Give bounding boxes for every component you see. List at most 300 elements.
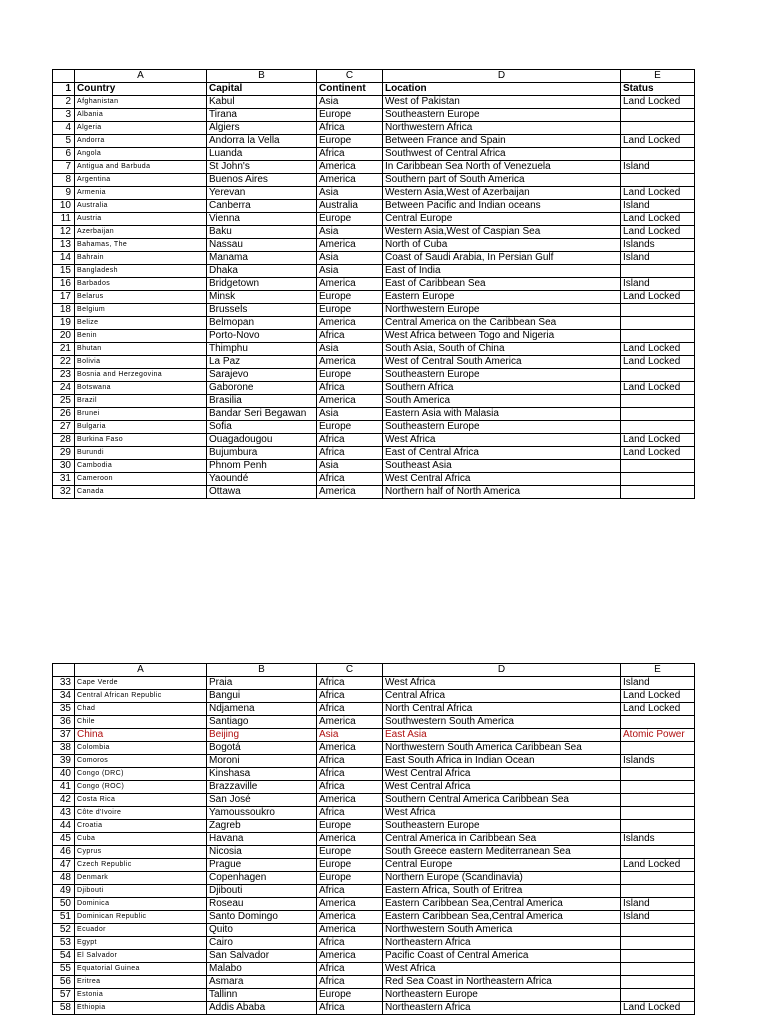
cell-location[interactable]: Northeastern Africa <box>383 1002 621 1015</box>
cell-continent[interactable]: Europe <box>317 135 383 148</box>
cell-capital[interactable]: Yamoussoukro <box>207 807 317 820</box>
cell-continent[interactable]: America <box>317 794 383 807</box>
cell-status[interactable] <box>621 768 695 781</box>
row-number[interactable]: 8 <box>53 174 75 187</box>
cell-location[interactable]: Red Sea Coast in Northeastern Africa <box>383 976 621 989</box>
cell-location[interactable]: East South Africa in Indian Ocean <box>383 755 621 768</box>
cell-status[interactable]: Land Locked <box>621 447 695 460</box>
row-number[interactable]: 5 <box>53 135 75 148</box>
cell-continent[interactable]: Africa <box>317 434 383 447</box>
cell-status[interactable] <box>621 122 695 135</box>
cell-country[interactable]: Burundi <box>75 447 207 460</box>
cell-capital[interactable]: Nicosia <box>207 846 317 859</box>
cell-location[interactable]: West of Central South America <box>383 356 621 369</box>
cell-capital[interactable]: Kinshasa <box>207 768 317 781</box>
row-number[interactable]: 48 <box>53 872 75 885</box>
cell-country[interactable]: Estonia <box>75 989 207 1002</box>
cell-country[interactable]: Bahamas, The <box>75 239 207 252</box>
cell-capital[interactable]: Bangui <box>207 690 317 703</box>
cell-continent[interactable]: Africa <box>317 447 383 460</box>
row-number[interactable]: 49 <box>53 885 75 898</box>
cell-location[interactable]: Northeastern Africa <box>383 937 621 950</box>
cell-country[interactable]: Costa Rica <box>75 794 207 807</box>
cell-country[interactable]: Denmark <box>75 872 207 885</box>
cell-continent[interactable]: Asia <box>317 96 383 109</box>
cell-continent[interactable]: Asia <box>317 460 383 473</box>
cell-continent[interactable]: Europe <box>317 989 383 1002</box>
row-number[interactable]: 40 <box>53 768 75 781</box>
cell-location[interactable]: Southern part of South America <box>383 174 621 187</box>
cell-capital[interactable]: Asmara <box>207 976 317 989</box>
cell-capital[interactable]: Vienna <box>207 213 317 226</box>
cell-capital[interactable]: Ouagadougou <box>207 434 317 447</box>
cell-status[interactable] <box>621 421 695 434</box>
row-number[interactable]: 4 <box>53 122 75 135</box>
row-number[interactable]: 18 <box>53 304 75 317</box>
cell-country[interactable]: Central African Republic <box>75 690 207 703</box>
cell-status[interactable] <box>621 820 695 833</box>
cell-continent[interactable]: Africa <box>317 768 383 781</box>
cell-capital[interactable]: Dhaka <box>207 265 317 278</box>
cell-location[interactable]: Southeastern Europe <box>383 109 621 122</box>
cell-capital[interactable]: Moroni <box>207 755 317 768</box>
cell-continent[interactable]: Europe <box>317 213 383 226</box>
cell-country[interactable]: Botswana <box>75 382 207 395</box>
cell-location[interactable]: East of India <box>383 265 621 278</box>
row-number[interactable]: 57 <box>53 989 75 1002</box>
cell-country[interactable]: Armenia <box>75 187 207 200</box>
cell-capital[interactable]: Tallinn <box>207 989 317 1002</box>
cell-location[interactable]: In Caribbean Sea North of Venezuela <box>383 161 621 174</box>
cell-continent[interactable]: Europe <box>317 859 383 872</box>
cell-capital[interactable]: Addis Ababa <box>207 1002 317 1015</box>
cell-country[interactable]: Ethiopia <box>75 1002 207 1015</box>
cell-location[interactable]: East of Central Africa <box>383 447 621 460</box>
cell-capital[interactable]: Prague <box>207 859 317 872</box>
cell-country[interactable]: Canada <box>75 486 207 499</box>
cell-continent[interactable]: Africa <box>317 781 383 794</box>
cell-status[interactable] <box>621 330 695 343</box>
cell-status[interactable]: Islands <box>621 239 695 252</box>
cell-capital[interactable]: Phnom Penh <box>207 460 317 473</box>
cell-continent[interactable]: Africa <box>317 690 383 703</box>
cell-status[interactable]: Land Locked <box>621 96 695 109</box>
cell-country[interactable]: Bangladesh <box>75 265 207 278</box>
cell-country[interactable]: Australia <box>75 200 207 213</box>
row-number[interactable]: 43 <box>53 807 75 820</box>
cell-location[interactable]: Central America in Caribbean Sea <box>383 833 621 846</box>
cell-continent[interactable]: Africa <box>317 330 383 343</box>
cell-country[interactable]: Dominica <box>75 898 207 911</box>
cell-capital[interactable]: Cairo <box>207 937 317 950</box>
cell-status[interactable] <box>621 924 695 937</box>
cell-location[interactable]: Eastern Caribbean Sea,Central America <box>383 911 621 924</box>
cell-capital[interactable]: Canberra <box>207 200 317 213</box>
cell-location[interactable]: West Africa between Togo and Nigeria <box>383 330 621 343</box>
row-number[interactable]: 47 <box>53 859 75 872</box>
cell-capital[interactable]: Brazzaville <box>207 781 317 794</box>
cell-country[interactable]: Burkina Faso <box>75 434 207 447</box>
cell-capital[interactable]: Kabul <box>207 96 317 109</box>
cell-location[interactable]: Northern Europe (Scandinavia) <box>383 872 621 885</box>
cell-location[interactable]: Southeastern Europe <box>383 820 621 833</box>
cell-capital[interactable]: Ottawa <box>207 486 317 499</box>
cell-continent[interactable]: Asia <box>317 343 383 356</box>
row-number[interactable]: 46 <box>53 846 75 859</box>
cell-location[interactable]: Between Pacific and Indian oceans <box>383 200 621 213</box>
cell-capital[interactable]: Andorra la Vella <box>207 135 317 148</box>
cell-country[interactable]: Côte d'Ivoire <box>75 807 207 820</box>
cell-capital[interactable]: Manama <box>207 252 317 265</box>
cell-status[interactable] <box>621 460 695 473</box>
cell-continent[interactable]: America <box>317 395 383 408</box>
cell-continent[interactable]: Europe <box>317 291 383 304</box>
cell-continent[interactable]: America <box>317 239 383 252</box>
row-number[interactable]: 12 <box>53 226 75 239</box>
row-number[interactable]: 14 <box>53 252 75 265</box>
row-number[interactable]: 45 <box>53 833 75 846</box>
cell-capital[interactable]: Belmopan <box>207 317 317 330</box>
row-number[interactable]: 30 <box>53 460 75 473</box>
cell-capital[interactable]: Bridgetown <box>207 278 317 291</box>
row-number[interactable]: 13 <box>53 239 75 252</box>
cell-location[interactable]: Northeastern Europe <box>383 989 621 1002</box>
cell-country[interactable]: El Salvador <box>75 950 207 963</box>
row-number[interactable]: 15 <box>53 265 75 278</box>
cell-country[interactable]: Angola <box>75 148 207 161</box>
cell-location[interactable]: East Asia <box>383 729 621 742</box>
row-number[interactable]: 56 <box>53 976 75 989</box>
cell-continent[interactable]: America <box>317 278 383 291</box>
cell-status[interactable] <box>621 265 695 278</box>
row-number[interactable]: 35 <box>53 703 75 716</box>
cell-country[interactable]: Azerbaijan <box>75 226 207 239</box>
cell-location[interactable]: Southeast Asia <box>383 460 621 473</box>
cell-location[interactable]: West of Pakistan <box>383 96 621 109</box>
cell-continent[interactable]: Africa <box>317 1002 383 1015</box>
cell-location[interactable]: Eastern Caribbean Sea,Central America <box>383 898 621 911</box>
row-number[interactable]: 44 <box>53 820 75 833</box>
cell-country[interactable]: Egypt <box>75 937 207 950</box>
cell-country[interactable]: Congo (DRC) <box>75 768 207 781</box>
cell-location[interactable]: South Greece eastern Mediterranean Sea <box>383 846 621 859</box>
cell-capital[interactable]: Baku <box>207 226 317 239</box>
cell-continent[interactable]: Europe <box>317 846 383 859</box>
row-number[interactable]: 17 <box>53 291 75 304</box>
cell-location[interactable]: Eastern Africa, South of Eritrea <box>383 885 621 898</box>
cell-country[interactable]: Cape Verde <box>75 677 207 690</box>
cell-status[interactable] <box>621 486 695 499</box>
cell-status[interactable]: Island <box>621 677 695 690</box>
cell-location[interactable]: Northern half of North America <box>383 486 621 499</box>
cell-capital[interactable]: Ndjamena <box>207 703 317 716</box>
cell-status[interactable] <box>621 408 695 421</box>
cell-country[interactable]: Andorra <box>75 135 207 148</box>
cell-status[interactable] <box>621 304 695 317</box>
cell-location[interactable]: Northwestern Africa <box>383 122 621 135</box>
row-number[interactable]: 42 <box>53 794 75 807</box>
row-number[interactable]: 3 <box>53 109 75 122</box>
cell-country[interactable]: Djibouti <box>75 885 207 898</box>
cell-continent[interactable]: America <box>317 486 383 499</box>
cell-capital[interactable]: Buenos Aires <box>207 174 317 187</box>
cell-capital[interactable]: Malabo <box>207 963 317 976</box>
cell-status[interactable]: Islands <box>621 755 695 768</box>
cell-status[interactable]: Land Locked <box>621 135 695 148</box>
cell-country[interactable]: Bolivia <box>75 356 207 369</box>
cell-capital[interactable]: Gaborone <box>207 382 317 395</box>
cell-country[interactable]: Benin <box>75 330 207 343</box>
row-number[interactable]: 19 <box>53 317 75 330</box>
row-number[interactable]: 25 <box>53 395 75 408</box>
cell-status[interactable]: Land Locked <box>621 213 695 226</box>
row-number[interactable]: 6 <box>53 148 75 161</box>
cell-capital[interactable]: Zagreb <box>207 820 317 833</box>
row-number[interactable]: 32 <box>53 486 75 499</box>
row-number[interactable]: 53 <box>53 937 75 950</box>
cell-location[interactable]: West Central Africa <box>383 781 621 794</box>
row-number[interactable]: 31 <box>53 473 75 486</box>
cell-capital[interactable]: Sarajevo <box>207 369 317 382</box>
cell-country[interactable]: Argentina <box>75 174 207 187</box>
cell-status[interactable]: Islands <box>621 833 695 846</box>
cell-capital[interactable]: Porto-Novo <box>207 330 317 343</box>
cell-capital[interactable]: Nassau <box>207 239 317 252</box>
cell-capital[interactable]: Praia <box>207 677 317 690</box>
cell-status[interactable]: Island <box>621 252 695 265</box>
cell-location[interactable]: Western Asia,West of Azerbaijan <box>383 187 621 200</box>
cell-location[interactable]: Northwestern South America Caribbean Sea <box>383 742 621 755</box>
cell-capital[interactable]: Roseau <box>207 898 317 911</box>
row-number[interactable]: 52 <box>53 924 75 937</box>
cell-status[interactable]: Island <box>621 911 695 924</box>
row-number[interactable]: 24 <box>53 382 75 395</box>
cell-country[interactable]: Algeria <box>75 122 207 135</box>
cell-status[interactable]: Atomic Power <box>621 729 695 742</box>
cell-status[interactable]: Island <box>621 278 695 291</box>
cell-status[interactable]: Land Locked <box>621 343 695 356</box>
cell-location[interactable]: Between France and Spain <box>383 135 621 148</box>
cell-location[interactable]: Coast of Saudi Arabia, In Persian Gulf <box>383 252 621 265</box>
cell-location[interactable]: Northwestern South America <box>383 924 621 937</box>
cell-continent[interactable]: Europe <box>317 820 383 833</box>
row-number[interactable]: 33 <box>53 677 75 690</box>
cell-location[interactable]: Southern Central America Caribbean Sea <box>383 794 621 807</box>
cell-continent[interactable]: Europe <box>317 369 383 382</box>
row-number[interactable]: 28 <box>53 434 75 447</box>
cell-continent[interactable]: Africa <box>317 122 383 135</box>
cell-status[interactable] <box>621 781 695 794</box>
cell-location[interactable]: Southwestern South America <box>383 716 621 729</box>
cell-country[interactable]: Brunei <box>75 408 207 421</box>
cell-country[interactable]: Colombia <box>75 742 207 755</box>
cell-capital[interactable]: Tirana <box>207 109 317 122</box>
cell-status[interactable]: Land Locked <box>621 356 695 369</box>
cell-continent[interactable]: Europe <box>317 872 383 885</box>
cell-status[interactable] <box>621 716 695 729</box>
row-number[interactable]: 23 <box>53 369 75 382</box>
cell-continent[interactable]: Africa <box>317 885 383 898</box>
cell-location[interactable]: West Central Africa <box>383 473 621 486</box>
cell-location[interactable]: West Africa <box>383 807 621 820</box>
cell-continent[interactable]: America <box>317 317 383 330</box>
cell-status[interactable] <box>621 148 695 161</box>
cell-location[interactable]: South America <box>383 395 621 408</box>
row-number[interactable]: 29 <box>53 447 75 460</box>
cell-capital[interactable]: Algiers <box>207 122 317 135</box>
cell-continent[interactable]: Asia <box>317 252 383 265</box>
row-number[interactable]: 22 <box>53 356 75 369</box>
cell-continent[interactable]: America <box>317 950 383 963</box>
cell-capital[interactable]: Quito <box>207 924 317 937</box>
cell-capital[interactable]: Sofia <box>207 421 317 434</box>
cell-capital[interactable]: Havana <box>207 833 317 846</box>
cell-capital[interactable]: Bujumbura <box>207 447 317 460</box>
row-number[interactable]: 51 <box>53 911 75 924</box>
cell-location[interactable]: East of Caribbean Sea <box>383 278 621 291</box>
cell-capital[interactable]: Luanda <box>207 148 317 161</box>
cell-capital[interactable]: Beijing <box>207 729 317 742</box>
cell-continent[interactable]: America <box>317 898 383 911</box>
cell-continent[interactable]: America <box>317 742 383 755</box>
cell-country[interactable]: Dominican Republic <box>75 911 207 924</box>
cell-country[interactable]: Cameroon <box>75 473 207 486</box>
cell-capital[interactable]: Bandar Seri Begawan <box>207 408 317 421</box>
cell-country[interactable]: Bhutan <box>75 343 207 356</box>
cell-location[interactable]: Eastern Asia with Malasia <box>383 408 621 421</box>
cell-location[interactable]: Pacific Coast of Central America <box>383 950 621 963</box>
cell-location[interactable]: West Central Africa <box>383 768 621 781</box>
cell-status[interactable] <box>621 109 695 122</box>
cell-continent[interactable]: Africa <box>317 703 383 716</box>
row-number[interactable]: 26 <box>53 408 75 421</box>
cell-capital[interactable]: San Salvador <box>207 950 317 963</box>
cell-location[interactable]: Southeastern Europe <box>383 421 621 434</box>
cell-country[interactable]: Comoros <box>75 755 207 768</box>
cell-status[interactable] <box>621 989 695 1002</box>
cell-status[interactable] <box>621 794 695 807</box>
row-number[interactable]: 36 <box>53 716 75 729</box>
row-number[interactable]: 2 <box>53 96 75 109</box>
cell-country[interactable]: Cambodia <box>75 460 207 473</box>
cell-country[interactable]: Czech Republic <box>75 859 207 872</box>
cell-status[interactable]: Land Locked <box>621 187 695 200</box>
cell-status[interactable]: Land Locked <box>621 382 695 395</box>
cell-country[interactable]: Cuba <box>75 833 207 846</box>
row-number[interactable]: 21 <box>53 343 75 356</box>
cell-capital[interactable]: St John's <box>207 161 317 174</box>
cell-capital[interactable]: Santiago <box>207 716 317 729</box>
cell-status[interactable]: Island <box>621 161 695 174</box>
cell-location[interactable]: West Africa <box>383 677 621 690</box>
row-number[interactable]: 38 <box>53 742 75 755</box>
cell-country[interactable]: Austria <box>75 213 207 226</box>
cell-location[interactable]: West Africa <box>383 963 621 976</box>
cell-country[interactable]: Afghanistan <box>75 96 207 109</box>
cell-country[interactable]: Ecuador <box>75 924 207 937</box>
cell-status[interactable]: Island <box>621 898 695 911</box>
row-number[interactable]: 9 <box>53 187 75 200</box>
row-number[interactable]: 34 <box>53 690 75 703</box>
cell-continent[interactable]: America <box>317 174 383 187</box>
cell-status[interactable] <box>621 473 695 486</box>
cell-location[interactable]: Central America on the Caribbean Sea <box>383 317 621 330</box>
cell-country[interactable]: Chile <box>75 716 207 729</box>
cell-continent[interactable]: Africa <box>317 148 383 161</box>
cell-continent[interactable]: America <box>317 356 383 369</box>
row-number[interactable]: 27 <box>53 421 75 434</box>
cell-continent[interactable]: Australia <box>317 200 383 213</box>
row-number[interactable]: 7 <box>53 161 75 174</box>
row-number[interactable]: 58 <box>53 1002 75 1015</box>
cell-continent[interactable]: Europe <box>317 109 383 122</box>
cell-capital[interactable]: Djibouti <box>207 885 317 898</box>
row-number[interactable]: 20 <box>53 330 75 343</box>
cell-status[interactable] <box>621 963 695 976</box>
cell-status[interactable]: Land Locked <box>621 690 695 703</box>
cell-location[interactable]: Eastern Europe <box>383 291 621 304</box>
cell-continent[interactable]: Africa <box>317 677 383 690</box>
row-number[interactable]: 10 <box>53 200 75 213</box>
cell-country[interactable]: Belarus <box>75 291 207 304</box>
cell-capital[interactable]: La Paz <box>207 356 317 369</box>
cell-country[interactable]: Chad <box>75 703 207 716</box>
cell-status[interactable] <box>621 369 695 382</box>
cell-country[interactable]: Equatorial Guinea <box>75 963 207 976</box>
cell-country[interactable]: China <box>75 729 207 742</box>
cell-country[interactable]: Eritrea <box>75 976 207 989</box>
cell-status[interactable] <box>621 174 695 187</box>
cell-country[interactable]: Croatia <box>75 820 207 833</box>
cell-location[interactable]: North of Cuba <box>383 239 621 252</box>
cell-location[interactable]: Southeastern Europe <box>383 369 621 382</box>
cell-capital[interactable]: Bogotá <box>207 742 317 755</box>
cell-continent[interactable]: Africa <box>317 937 383 950</box>
cell-status[interactable]: Land Locked <box>621 703 695 716</box>
cell-continent[interactable]: Asia <box>317 187 383 200</box>
cell-status[interactable] <box>621 807 695 820</box>
row-number[interactable]: 39 <box>53 755 75 768</box>
cell-location[interactable]: Western Asia,West of Caspian Sea <box>383 226 621 239</box>
cell-continent[interactable]: America <box>317 911 383 924</box>
cell-country[interactable]: Belgium <box>75 304 207 317</box>
cell-continent[interactable]: Africa <box>317 963 383 976</box>
cell-status[interactable] <box>621 872 695 885</box>
cell-status[interactable] <box>621 950 695 963</box>
cell-status[interactable]: Land Locked <box>621 434 695 447</box>
cell-continent[interactable]: Africa <box>317 473 383 486</box>
cell-capital[interactable]: Santo Domingo <box>207 911 317 924</box>
cell-capital[interactable]: Yaoundé <box>207 473 317 486</box>
cell-location[interactable]: Central Africa <box>383 690 621 703</box>
cell-continent[interactable]: Africa <box>317 755 383 768</box>
cell-country[interactable]: Congo (ROC) <box>75 781 207 794</box>
row-number[interactable]: 50 <box>53 898 75 911</box>
cell-status[interactable] <box>621 742 695 755</box>
cell-continent[interactable]: Asia <box>317 729 383 742</box>
cell-continent[interactable]: Asia <box>317 265 383 278</box>
cell-country[interactable]: Antigua and Barbuda <box>75 161 207 174</box>
cell-country[interactable]: Cyprus <box>75 846 207 859</box>
cell-status[interactable] <box>621 885 695 898</box>
row-number[interactable]: 37 <box>53 729 75 742</box>
cell-location[interactable]: Central Europe <box>383 213 621 226</box>
cell-country[interactable]: Barbados <box>75 278 207 291</box>
cell-continent[interactable]: Asia <box>317 408 383 421</box>
row-number[interactable]: 11 <box>53 213 75 226</box>
cell-location[interactable]: Northwestern Europe <box>383 304 621 317</box>
cell-continent[interactable]: America <box>317 833 383 846</box>
